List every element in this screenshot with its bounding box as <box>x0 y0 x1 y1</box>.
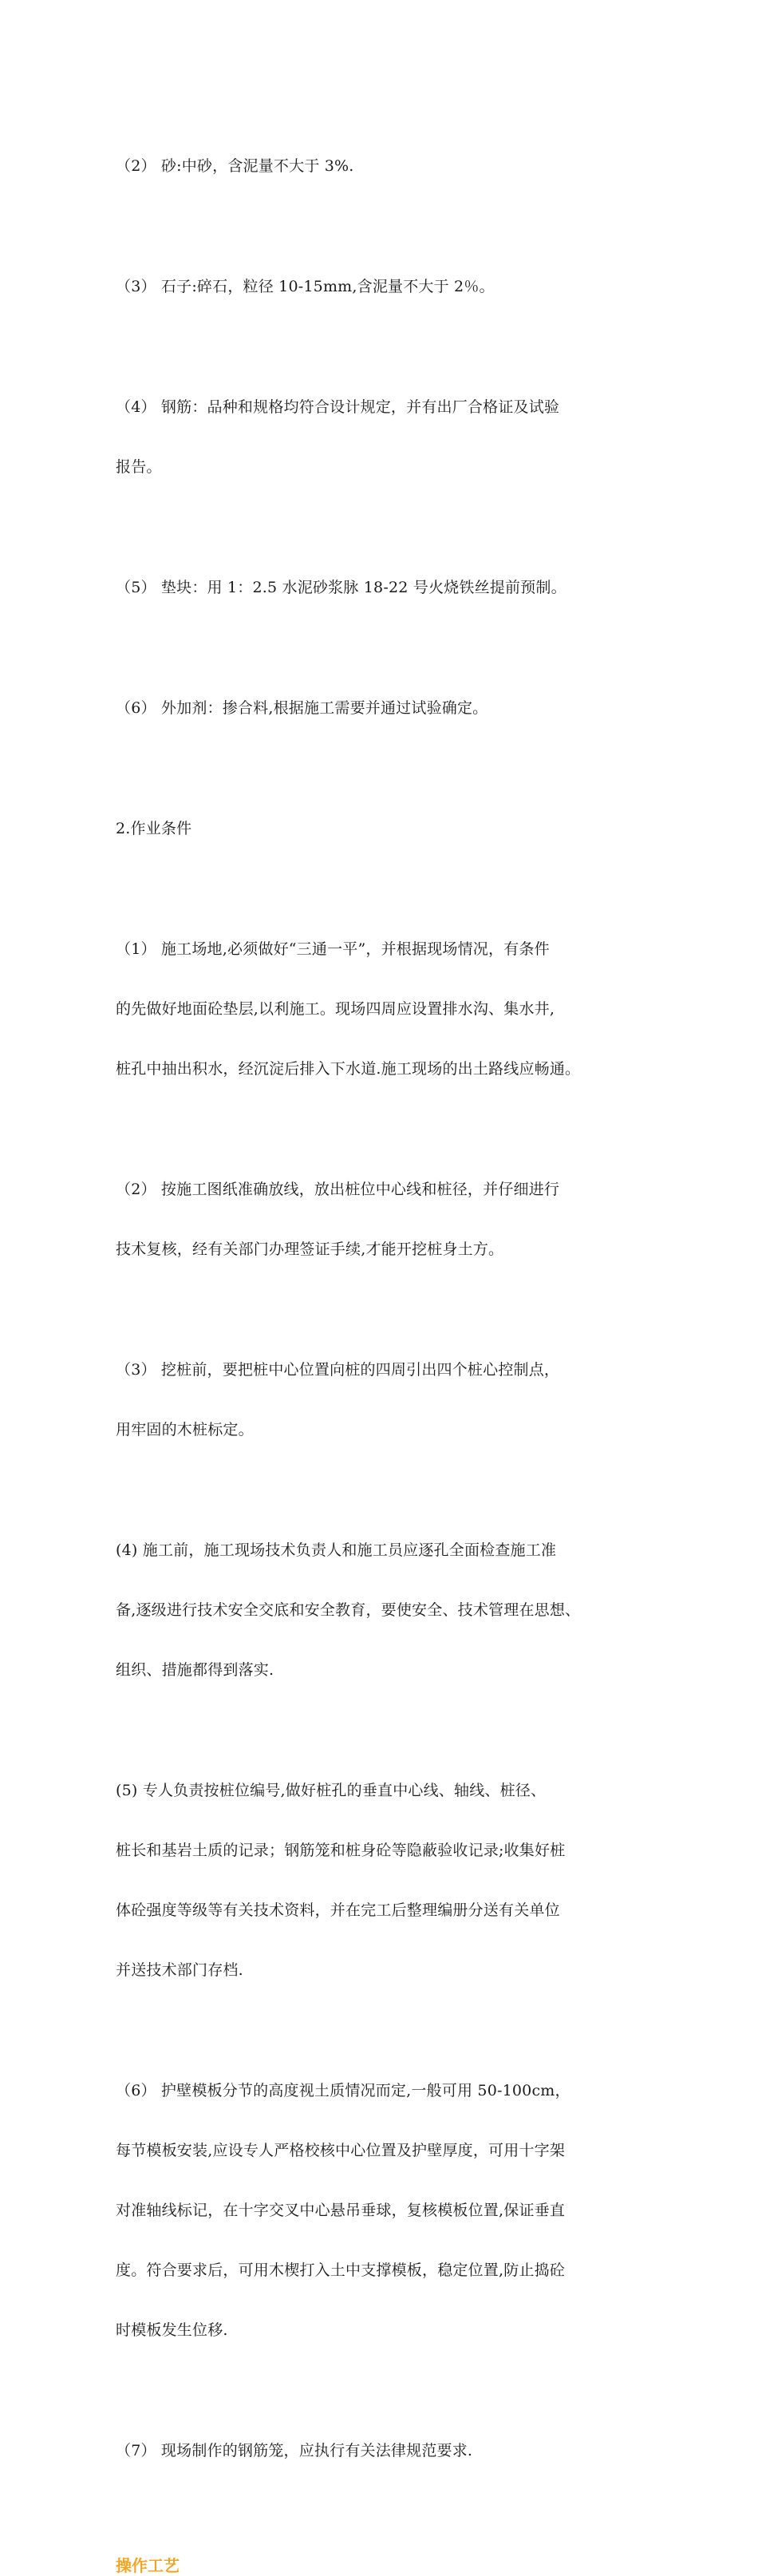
text-line: （2） 砂:中砂，含泥量不大于 3%. <box>116 157 354 175</box>
text-line: (5) 专人负责按桩位编号,做好桩孔的垂直中心线、轴线、桩径、 <box>116 1782 547 1799</box>
condition-item-6 <box>116 2041 658 2380</box>
text-line: （6） 外加剂：掺合料,根据施工需要并通过试验确定。 <box>116 699 488 717</box>
text-line: 技术复核，经有关部门办理签证手续,才能开挖桩身土方。 <box>116 1241 504 1258</box>
text-line: 每节模板安装,应设专人严格校核中心位置及护壁厚度，可用十字架 <box>116 2142 566 2159</box>
material-item-spacer-block <box>116 538 658 638</box>
text-line: 报告。 <box>116 458 162 476</box>
material-item-stone <box>116 237 658 337</box>
text-line: （2） 按施工图纸准确放线，放出桩位中心线和桩径，并仔细进行 <box>116 1181 560 1198</box>
text-line: （6） 护壁模板分节的高度视土质情况而定,一般可用 50-100cm， <box>116 2082 570 2099</box>
text-line: 的先做好地面砼垫层,以利施工。现场四周应设置排水沟、集水井, <box>116 1000 555 1018</box>
text-line: （3） 石子:碎石，粒径 10-15mm,含泥量不大于 2％。 <box>116 278 495 295</box>
text-line: 备,逐级进行技术安全交底和安全教育，要使安全、技术管理在思想、 <box>116 1601 581 1619</box>
condition-item-2 <box>116 1140 658 1300</box>
document-body <box>116 117 658 2576</box>
text-line: 用牢固的木桩标定。 <box>116 1421 254 1438</box>
section-title: 2.作业条件 <box>116 820 192 837</box>
text-line: （5） 垫块：用 1：2.5 水泥砂浆脉 18-22 号火烧铁丝提前预制。 <box>116 579 567 596</box>
text-line: 对准轴线标记，在十字交叉中心悬吊垂球，复核模板位置,保证垂直 <box>116 2202 566 2219</box>
condition-item-7 <box>116 2401 658 2501</box>
material-item-admixture <box>116 659 658 758</box>
text-line: 体砼强度等级等有关技术资料，并在完工后整理编册分送有关单位 <box>116 1901 560 1919</box>
operation-process-heading: 操作工艺 <box>116 2556 180 2575</box>
text-line: （4） 钢筋：品种和规格均符合设计规定，并有出厂合格证及试验 <box>116 398 560 416</box>
text-line: (4) 施工前，施工现场技术负责人和施工员应逐孔全面检查施工准 <box>116 1541 557 1559</box>
text-line: 组织、措施都得到落实. <box>116 1661 274 1679</box>
condition-item-4 <box>116 1501 658 1720</box>
text-line: 度。符合要求后，可用木楔打入土中支撑模板，稳定位置,防止捣砼 <box>116 2261 566 2279</box>
text-line: 桩孔中抽出积水，经沉淀后排入下水道.施工现场的出土路线应畅通。 <box>116 1060 581 1078</box>
text-line: （7） 现场制作的钢筋笼，应执行有关法律规范要求. <box>116 2442 473 2459</box>
text-line: （1） 施工场地,必须做好“三通一平”，并根据现场情况，有条件 <box>116 940 550 958</box>
material-item-rebar <box>116 358 658 517</box>
condition-item-5 <box>116 1741 658 2020</box>
condition-item-1 <box>116 900 658 1119</box>
text-line: 并送技术部门存档. <box>116 1961 243 1979</box>
condition-item-3 <box>116 1320 658 1480</box>
text-line: 桩长和基岩土质的记录；钢筋笼和桩身砼等隐蔽验收记录;收集好桩 <box>116 1842 566 1859</box>
text-line: （3） 挖桩前，要把桩中心位置向桩的四周引出四个桩心控制点， <box>116 1361 560 1379</box>
material-item-sand <box>116 117 658 216</box>
text-line: 时模板发生位移. <box>116 2321 228 2339</box>
